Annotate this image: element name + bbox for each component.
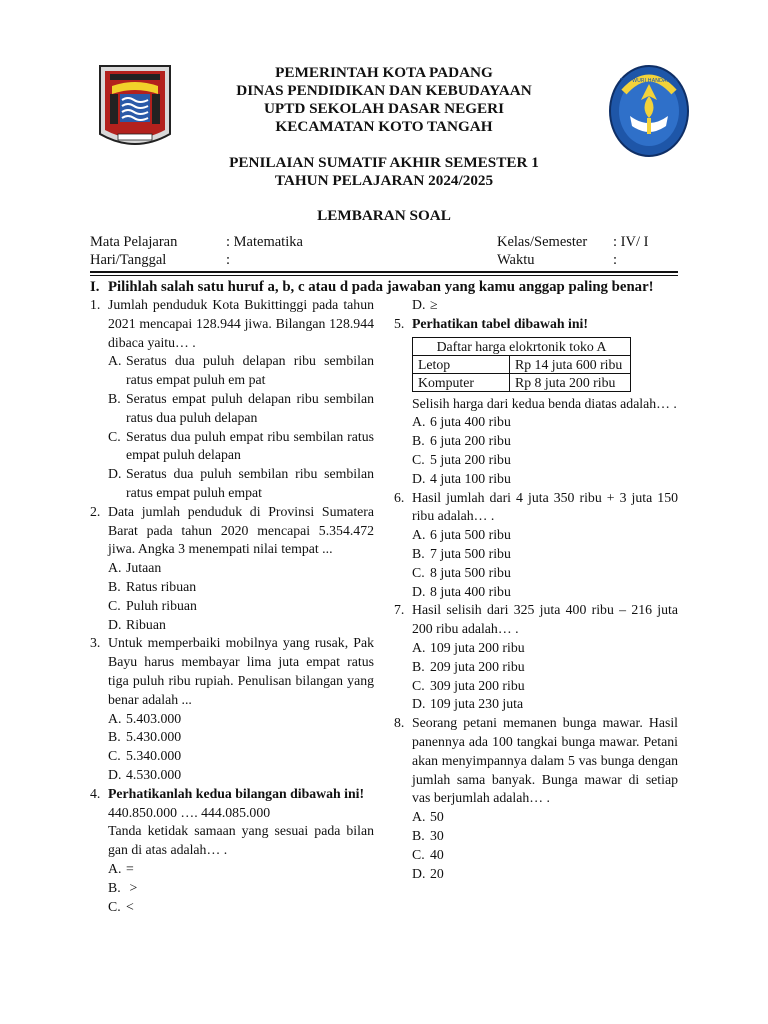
table-header-row — [413, 337, 631, 355]
subject-value-text: : Matematika — [226, 234, 303, 250]
section-number: I. — [90, 279, 100, 295]
subject-value — [226, 234, 303, 269]
option-label: C. — [108, 748, 121, 764]
option-2b[interactable] — [90, 578, 374, 597]
class-value-text: : IV/ I — [613, 234, 649, 250]
option-8d[interactable] — [394, 865, 678, 884]
option-label: A. — [108, 860, 122, 876]
option-text: 4.530.000 — [126, 766, 182, 782]
option-6a[interactable] — [394, 526, 678, 545]
question-6 — [394, 489, 678, 527]
option-4c[interactable] — [90, 898, 374, 917]
right-column — [394, 296, 678, 883]
question-4-prompt: Tanda ketidak samaan yang sesuai pada bilan gan di atas adalah… . — [108, 823, 374, 858]
question-4-expression: 440.850.000 …. 444.085.000 — [108, 804, 271, 820]
option-text: Seratus empat puluh delapan ribu sembilan ratus dua puluh delapan — [126, 390, 374, 425]
option-label: C. — [108, 597, 121, 613]
option-label: B. — [412, 433, 425, 449]
sheet-title: LEMBARAN SOAL — [317, 207, 451, 224]
question-text: Data jumlah penduduk di Provinsi Sumatera Barat pada tahun 2020 mencapai 5.354.472 jiwa. Angka 3 menempati nilai tempat ... — [108, 503, 374, 557]
option-text: 209 juta 200 ribu — [430, 658, 525, 674]
option-label: A. — [412, 639, 426, 655]
option-text: 5.430.000 — [126, 729, 182, 745]
option-text: 8 juta 500 ribu — [430, 564, 511, 580]
letterhead-line: DINAS PENDIDIKAN DAN KEBUDAYAAN — [236, 82, 532, 99]
option-text: Seratus dua puluh delapan ribu sembilan ratus empat puluh em pat — [126, 353, 374, 388]
class-label-text: Kelas/Semester — [497, 234, 588, 250]
option-6b[interactable] — [394, 545, 678, 564]
table-cell: Komputer — [413, 373, 510, 391]
option-label: A. — [108, 560, 122, 576]
option-label: A. — [108, 710, 122, 726]
option-5b[interactable] — [394, 432, 678, 451]
exam-title-block — [190, 154, 578, 190]
time-value-text: : — [613, 251, 618, 268]
option-5a[interactable] — [394, 413, 678, 432]
option-text: ≥ — [430, 297, 438, 312]
question-2 — [90, 503, 374, 559]
option-text: 5.403.000 — [126, 710, 182, 726]
option-text: 20 — [430, 865, 444, 881]
table-cell: Letop — [413, 355, 510, 373]
option-1d[interactable] — [90, 465, 374, 503]
option-text: Seratus dua puluh sembilan ribu sembilan ratus empat puluh empat — [126, 466, 374, 500]
question-7 — [394, 601, 678, 639]
question-3 — [90, 634, 374, 709]
question-number: 6. — [394, 489, 405, 505]
option-text: 6 juta 200 ribu — [430, 433, 511, 449]
option-text: 40 — [430, 846, 444, 862]
question-number: 7. — [394, 602, 405, 618]
question-number: 8. — [394, 715, 405, 731]
instruction-text: Pilihlah salah satu huruf a, b, c atau d pada jawaban yang kamu anggap paling benar! — [108, 279, 654, 295]
question-number: 5. — [394, 315, 405, 331]
class-label — [497, 234, 587, 269]
option-6c[interactable] — [394, 564, 678, 583]
option-text: 5 juta 200 ribu — [430, 451, 511, 467]
option-label: B. — [412, 545, 425, 561]
exam-title: PENILAIAN SUMATIF AKHIR SEMESTER 1 — [229, 154, 539, 171]
option-text: < — [126, 898, 134, 914]
option-label: D. — [412, 865, 426, 881]
subject-label — [90, 234, 177, 269]
option-text: 109 juta 200 ribu — [430, 639, 525, 655]
option-3b[interactable] — [90, 728, 374, 747]
question-1 — [90, 296, 374, 352]
option-7b[interactable] — [394, 658, 678, 677]
option-label: B. — [108, 390, 121, 406]
option-text: 4 juta 100 ribu — [430, 470, 511, 486]
option-text: Seratus dua puluh empat ribu sembilan ratus empat puluh delapan — [126, 428, 374, 463]
option-6d[interactable] — [394, 583, 678, 602]
letterhead-line: KECAMATAN KOTO TANGAH — [275, 118, 493, 135]
subject-label-text: Mata Pelajaran — [90, 234, 178, 250]
option-text: Puluh ribuan — [126, 597, 197, 613]
option-text: 6 juta 400 ribu — [430, 414, 511, 430]
date-value-text: : — [226, 251, 231, 268]
option-label: A. — [412, 809, 426, 825]
option-label: D. — [412, 696, 426, 712]
question-4 — [90, 785, 374, 804]
question-number: 2. — [90, 503, 101, 519]
option-text: 8 juta 400 ribu — [430, 583, 511, 599]
option-label: A. — [108, 353, 122, 369]
letterhead-line: UPTD SEKOLAH DASAR NEGERI — [263, 100, 505, 117]
option-text: = — [126, 860, 134, 876]
option-8b[interactable] — [394, 827, 678, 846]
option-text: Ribuan — [126, 616, 166, 632]
question-number: 3. — [90, 635, 101, 651]
table-row — [413, 355, 631, 373]
question-text: Perhatikan tabel dibawah ini! — [412, 315, 588, 331]
option-label: C. — [108, 898, 121, 914]
option-label: C. — [412, 564, 425, 580]
option-3c[interactable] — [90, 747, 374, 766]
option-8c[interactable] — [394, 846, 678, 865]
option-label: C. — [108, 428, 121, 444]
question-text: Perhatikanlah kedua bilangan dibawah ini! — [108, 785, 365, 801]
divider-thick — [90, 271, 678, 273]
option-text: 7 juta 500 ribu — [430, 545, 511, 561]
tut-wuri-handayani-logo-icon — [608, 64, 690, 158]
option-text: 309 juta 200 ribu — [430, 677, 525, 693]
letterhead — [190, 64, 578, 136]
question-text: Seorang petani memanen bunga mawar. Hasil panennya ada 100 tangkai bunga mawar. Petani akan menyimpannya dalam 5 vas bunga dengan jumlah sama banyak. Bunga mawar di setiap vas berjumlah adalah… . — [412, 715, 678, 806]
option-text: 30 — [430, 827, 444, 843]
option-1b[interactable] — [90, 390, 374, 428]
option-label: D. — [412, 297, 426, 312]
option-label: B. — [108, 578, 121, 594]
table-caption: Daftar harga elokrtonik toko A — [413, 337, 631, 355]
option-2c[interactable] — [90, 597, 374, 616]
letterhead-line: PEMERINTAH KOTA PADANG — [275, 64, 493, 81]
option-label: B. — [108, 729, 121, 745]
question-text: Hasil jumlah dari 4 juta 350 ribu + 3 juta 150 ribu adalah… . — [412, 489, 678, 524]
table-cell: Rp 14 juta 600 ribu — [510, 355, 631, 373]
option-5d[interactable] — [394, 470, 678, 489]
option-text: 5.340.000 — [126, 748, 182, 764]
option-text: > — [126, 879, 138, 895]
date-label-text: Hari/Tanggal — [90, 251, 167, 268]
option-1c[interactable] — [90, 428, 374, 466]
option-text: Jutaan — [126, 560, 162, 576]
option-1a[interactable] — [90, 352, 374, 390]
option-4a[interactable] — [90, 860, 374, 879]
question-text: Hasil selisih dari 325 juta 400 ribu – 216 juta 200 ribu adalah… . — [412, 602, 678, 637]
option-3a[interactable] — [90, 710, 374, 729]
option-text: Ratus ribuan — [126, 578, 197, 594]
question-5 — [394, 315, 678, 334]
option-label: A. — [412, 414, 426, 430]
option-label: B. — [108, 879, 121, 895]
question-8 — [394, 714, 678, 808]
option-5c[interactable] — [394, 451, 678, 470]
option-3d[interactable] — [90, 766, 374, 785]
option-4b[interactable] — [90, 879, 374, 898]
class-value — [613, 234, 648, 269]
left-column — [90, 296, 374, 916]
option-8a[interactable] — [394, 808, 678, 827]
svg-text:TUT WURI HANDAYANI: TUT WURI HANDAYANI — [620, 78, 678, 84]
option-7c[interactable] — [394, 677, 678, 696]
option-label: D. — [412, 470, 426, 486]
option-7d[interactable] — [394, 695, 678, 714]
option-label: B. — [412, 827, 425, 843]
option-text: 109 juta 230 juta — [430, 696, 524, 712]
option-2a[interactable] — [90, 559, 374, 578]
question-text: Jumlah penduduk Kota Bukittinggi pada tahun 2021 mencapai 128.944 jiwa. Bilangan 128.944 dibaca yaitu… . — [108, 297, 374, 350]
padang-city-emblem-icon — [98, 64, 172, 152]
question-text: Untuk memperbaiki mobilnya yang rusak, Pak Bayu harus membayar lima juta empat ratus tiga puluh ribu rupiah. Penulisan bilangan yang benar adalah ... — [108, 635, 374, 707]
option-label: D. — [108, 766, 122, 782]
option-label: D. — [412, 583, 426, 599]
price-table — [412, 337, 631, 392]
option-label: A. — [412, 527, 426, 543]
option-text: 50 — [430, 809, 444, 825]
option-2d[interactable] — [90, 616, 374, 635]
table-row — [413, 373, 631, 391]
option-label: D. — [108, 466, 122, 482]
question-number: 1. — [90, 297, 101, 312]
section-instruction — [90, 278, 654, 296]
option-4d[interactable] — [394, 296, 678, 315]
question-number: 4. — [90, 785, 101, 801]
option-label: C. — [412, 677, 425, 693]
table-cell: Rp 8 juta 200 ribu — [510, 373, 631, 391]
question-5-prompt: Selisih harga dari kedua benda diatas adalah… . — [412, 395, 677, 411]
option-label: D. — [108, 616, 122, 632]
option-7a[interactable] — [394, 639, 678, 658]
school-year: TAHUN PELAJARAN 2024/2025 — [274, 172, 494, 189]
option-label: C. — [412, 451, 425, 467]
option-label: B. — [412, 658, 425, 674]
time-label-text: Waktu — [497, 251, 535, 268]
option-label: C. — [412, 846, 425, 862]
option-text: 6 juta 500 ribu — [430, 527, 511, 543]
divider-thin — [90, 275, 678, 276]
